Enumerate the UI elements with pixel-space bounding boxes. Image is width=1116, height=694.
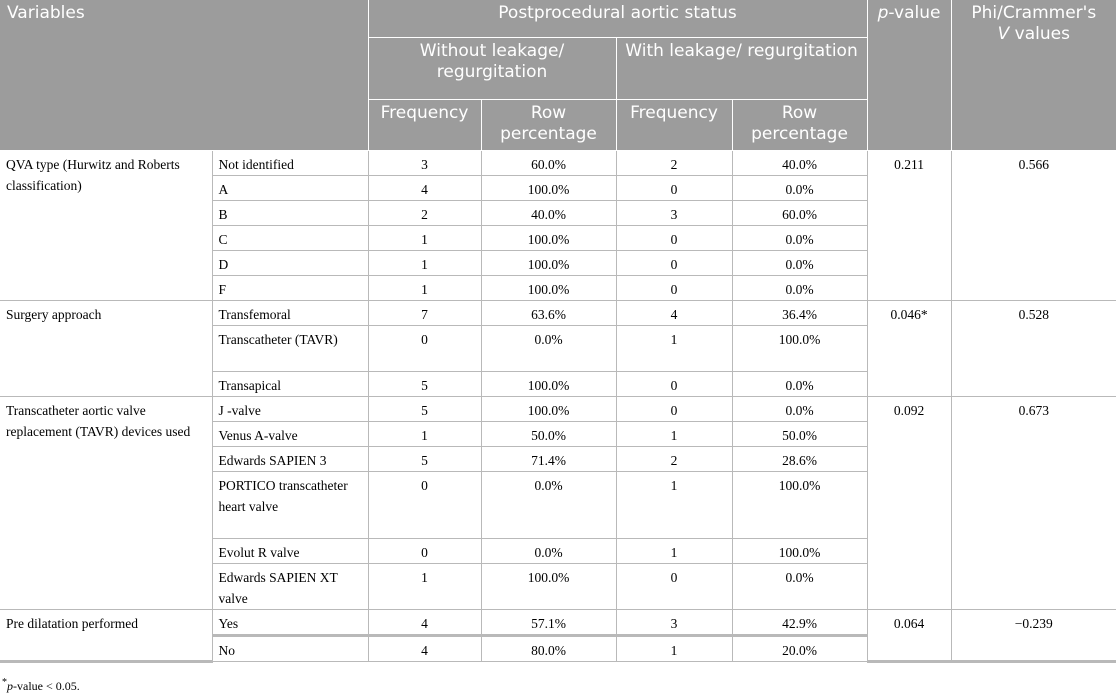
p-value-pre-dilatation: 0.064 bbox=[867, 610, 951, 662]
frequency-with: 0 bbox=[616, 176, 732, 201]
frequency-without: 1 bbox=[368, 564, 481, 610]
row-label: A bbox=[212, 176, 368, 201]
percentage-with: 0.0% bbox=[732, 176, 867, 201]
percentage-without: 40.0% bbox=[481, 201, 616, 226]
header-phi-rest: values bbox=[1009, 24, 1070, 44]
frequency-without: 5 bbox=[368, 447, 481, 472]
frequency-with: 0 bbox=[616, 397, 732, 422]
percentage-with: 36.4% bbox=[732, 301, 867, 326]
percentage-without: 100.0% bbox=[481, 372, 616, 397]
frequency-without: 5 bbox=[368, 397, 481, 422]
row-label: Not identified bbox=[212, 151, 368, 176]
frequency-without: 0 bbox=[368, 326, 481, 372]
frequency-with: 1 bbox=[616, 539, 732, 564]
percentage-without: 63.6% bbox=[481, 301, 616, 326]
frequency-with: 0 bbox=[616, 226, 732, 251]
table-row bbox=[0, 301, 1116, 326]
percentage-with: 100.0% bbox=[732, 539, 867, 564]
frequency-without: 3 bbox=[368, 151, 481, 176]
table-row bbox=[0, 610, 1116, 636]
frequency-with: 0 bbox=[616, 564, 732, 610]
percentage-without: 100.0% bbox=[481, 564, 616, 610]
footnote-text: -value < 0.05. bbox=[13, 679, 80, 693]
frequency-with: 1 bbox=[616, 472, 732, 539]
row-label: Transcatheter (TAVR) bbox=[212, 326, 368, 372]
percentage-without: 0.0% bbox=[481, 539, 616, 564]
row-label: Edwards SAPIEN 3 bbox=[212, 447, 368, 472]
row-label: PORTICO transcatheter heart valve bbox=[212, 472, 368, 539]
percentage-with: 100.0% bbox=[732, 326, 867, 372]
row-label: F bbox=[212, 276, 368, 301]
header-row-percentage-with: Row percentage bbox=[732, 100, 867, 151]
percentage-with: 0.0% bbox=[732, 564, 867, 610]
footnote-star: * bbox=[2, 677, 7, 688]
frequency-without: 7 bbox=[368, 301, 481, 326]
percentage-with: 0.0% bbox=[732, 397, 867, 422]
frequency-without: 0 bbox=[368, 539, 481, 564]
percentage-without: 57.1% bbox=[481, 610, 616, 636]
percentage-without: 80.0% bbox=[481, 636, 616, 662]
percentage-without: 100.0% bbox=[481, 276, 616, 301]
frequency-without: 0 bbox=[368, 472, 481, 539]
percentage-with: 0.0% bbox=[732, 372, 867, 397]
header-row-percentage-without: Row percentage bbox=[481, 100, 616, 151]
frequency-with: 2 bbox=[616, 447, 732, 472]
header-with-leakage: With leakage/ regurgitation bbox=[616, 38, 867, 100]
row-label: D bbox=[212, 251, 368, 276]
frequency-without: 4 bbox=[368, 636, 481, 662]
frequency-with: 0 bbox=[616, 251, 732, 276]
row-label: Evolut R valve bbox=[212, 539, 368, 564]
header-variables: Variables bbox=[0, 0, 368, 151]
frequency-with: 1 bbox=[616, 326, 732, 372]
header-frequency-without: Frequency bbox=[368, 100, 481, 151]
percentage-without: 0.0% bbox=[481, 326, 616, 372]
frequency-with: 2 bbox=[616, 151, 732, 176]
frequency-with: 4 bbox=[616, 301, 732, 326]
header-row-1 bbox=[0, 0, 1116, 38]
header-phi-line1: Phi/Crammer's bbox=[971, 3, 1097, 23]
group-variable-pre-dilatation: Pre dilatation performed bbox=[0, 610, 212, 662]
frequency-with: 0 bbox=[616, 372, 732, 397]
row-label: No bbox=[212, 636, 368, 662]
p-value-surgery-approach: 0.046* bbox=[867, 301, 951, 397]
frequency-with: 3 bbox=[616, 201, 732, 226]
p-value-qva-type: 0.211 bbox=[867, 151, 951, 301]
table-row bbox=[0, 397, 1116, 422]
row-label: Venus A-valve bbox=[212, 422, 368, 447]
row-label: Edwards SAPIEN XT valve bbox=[212, 564, 368, 610]
row-label: Yes bbox=[212, 610, 368, 636]
header-frequency-with: Frequency bbox=[616, 100, 732, 151]
frequency-without: 2 bbox=[368, 201, 481, 226]
percentage-without: 100.0% bbox=[481, 251, 616, 276]
percentage-without: 100.0% bbox=[481, 397, 616, 422]
table-footnote bbox=[2, 676, 80, 693]
header-p-rest: -value bbox=[888, 3, 941, 23]
row-label: B bbox=[212, 201, 368, 226]
frequency-with: 0 bbox=[616, 276, 732, 301]
frequency-with: 3 bbox=[616, 610, 732, 636]
header-without-leakage: Without leakage/ regurgitation bbox=[368, 38, 616, 100]
percentage-without: 60.0% bbox=[481, 151, 616, 176]
footnote-p-italic: p bbox=[7, 679, 13, 693]
percentage-without: 0.0% bbox=[481, 472, 616, 539]
frequency-without: 1 bbox=[368, 422, 481, 447]
effect-size-surgery-approach: 0.528 bbox=[951, 301, 1116, 397]
header-phi-v: V bbox=[997, 24, 1010, 44]
percentage-with: 0.0% bbox=[732, 276, 867, 301]
header-postprocedural-status: Postprocedural aortic status bbox=[368, 0, 867, 38]
percentage-without: 50.0% bbox=[481, 422, 616, 447]
effect-size-qva-type: 0.566 bbox=[951, 151, 1116, 301]
percentage-with: 40.0% bbox=[732, 151, 867, 176]
row-label: Transapical bbox=[212, 372, 368, 397]
p-value-tavr-devices: 0.092 bbox=[867, 397, 951, 610]
frequency-without: 1 bbox=[368, 226, 481, 251]
frequency-without: 4 bbox=[368, 610, 481, 636]
percentage-with: 60.0% bbox=[732, 201, 867, 226]
group-variable-qva-type: QVA type (Hurwitz and Roberts classification) bbox=[0, 151, 212, 301]
frequency-without: 1 bbox=[368, 251, 481, 276]
table-row bbox=[0, 151, 1116, 176]
group-variable-tavr-devices: Transcatheter aortic valve replacement (TAVR) devices used bbox=[0, 397, 212, 610]
percentage-with: 0.0% bbox=[732, 226, 867, 251]
percentage-with: 28.6% bbox=[732, 447, 867, 472]
percentage-with: 50.0% bbox=[732, 422, 867, 447]
percentage-without: 100.0% bbox=[481, 176, 616, 201]
percentage-without: 71.4% bbox=[481, 447, 616, 472]
effect-size-pre-dilatation: −0.239 bbox=[951, 610, 1116, 662]
row-label: C bbox=[212, 226, 368, 251]
group-variable-surgery-approach: Surgery approach bbox=[0, 301, 212, 397]
header-p-italic: p bbox=[877, 3, 889, 23]
frequency-with: 1 bbox=[616, 422, 732, 447]
percentage-without: 100.0% bbox=[481, 226, 616, 251]
header-p-value bbox=[867, 0, 951, 151]
frequency-without: 4 bbox=[368, 176, 481, 201]
row-label: J -valve bbox=[212, 397, 368, 422]
frequency-without: 5 bbox=[368, 372, 481, 397]
percentage-with: 0.0% bbox=[732, 251, 867, 276]
percentage-with: 100.0% bbox=[732, 472, 867, 539]
header-phi-cramer bbox=[951, 0, 1116, 151]
effect-size-tavr-devices: 0.673 bbox=[951, 397, 1116, 610]
percentage-with: 42.9% bbox=[732, 610, 867, 636]
frequency-with: 1 bbox=[616, 636, 732, 662]
percentage-with: 20.0% bbox=[732, 636, 867, 662]
row-label: Transfemoral bbox=[212, 301, 368, 326]
frequency-without: 1 bbox=[368, 276, 481, 301]
